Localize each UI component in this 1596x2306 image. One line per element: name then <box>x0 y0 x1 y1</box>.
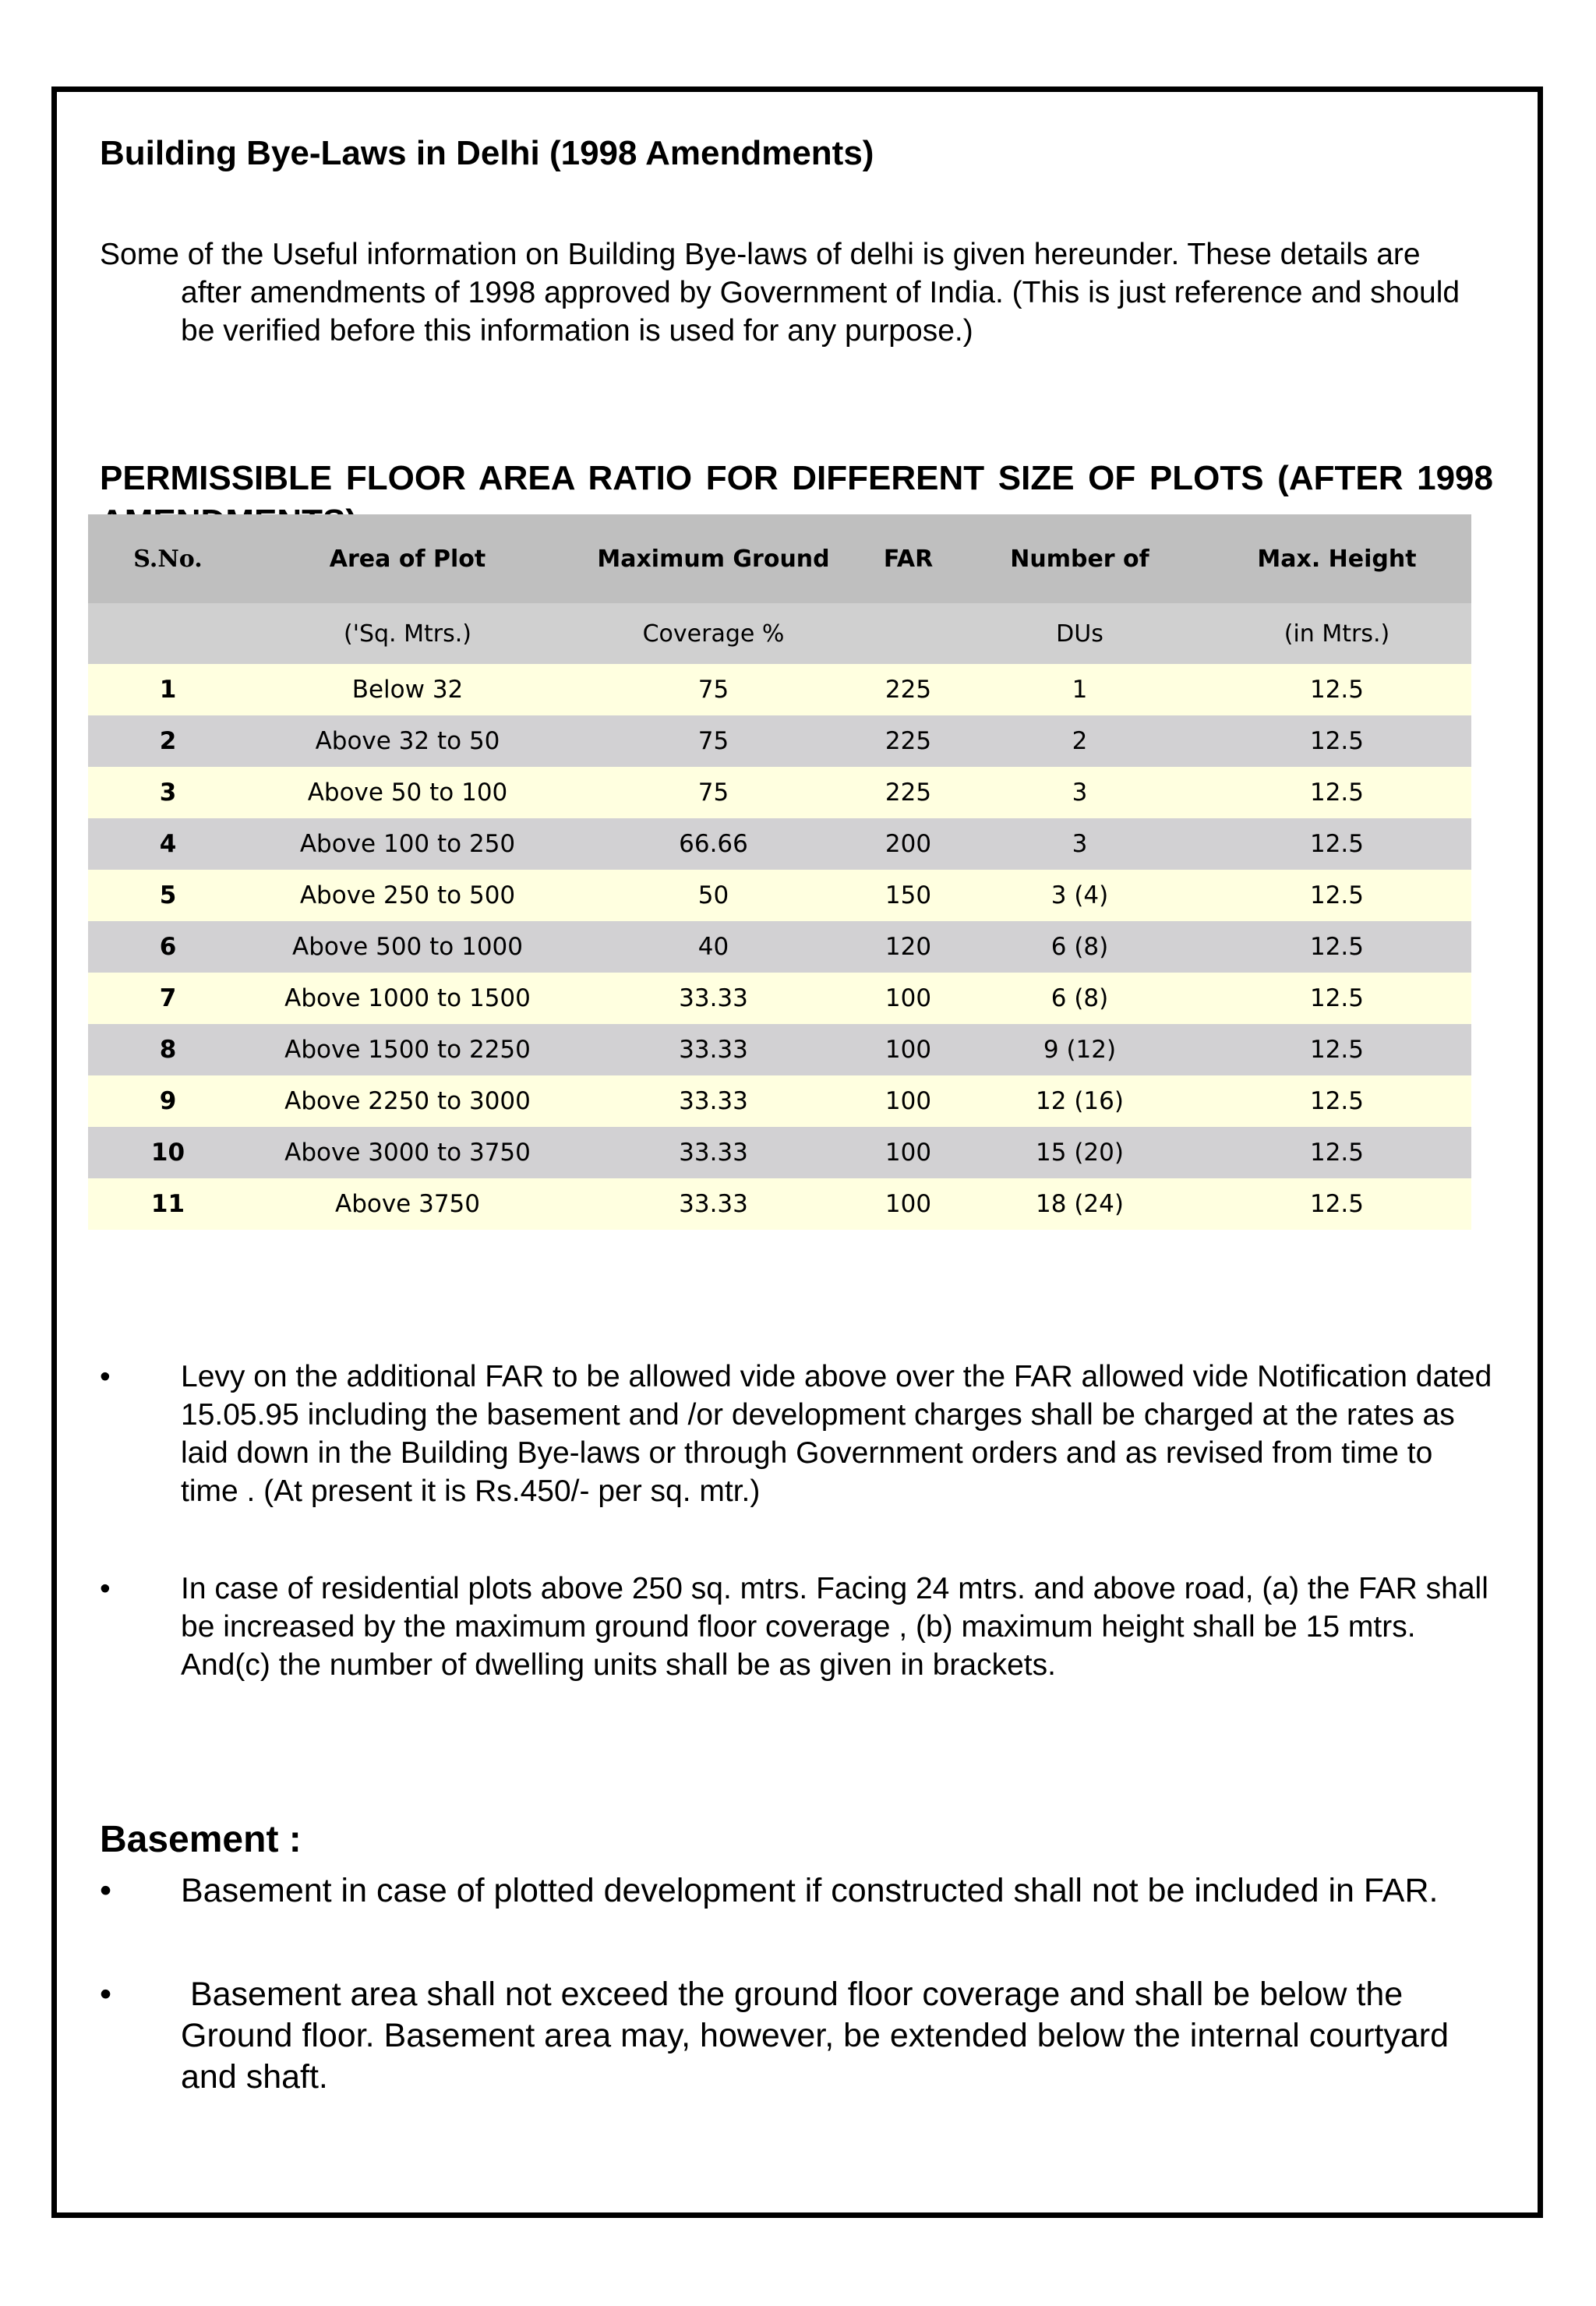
cell-area: Above 2250 to 3000 <box>248 1075 567 1127</box>
column-subheader-sno <box>88 603 248 664</box>
table-subheader-row <box>88 603 1471 664</box>
column-subheader-area: ('Sq. Mtrs.) <box>248 603 567 664</box>
cell-dus: 3 (4) <box>957 870 1202 921</box>
column-subheader-far <box>860 603 957 664</box>
table-row <box>88 767 1471 818</box>
cell-coverage: 50 <box>567 870 860 921</box>
cell-far: 120 <box>860 921 957 973</box>
cell-sno: 11 <box>88 1178 248 1230</box>
cell-coverage: 75 <box>567 767 860 818</box>
cell-dus: 3 <box>957 818 1202 870</box>
cell-coverage: 33.33 <box>567 1127 860 1178</box>
cell-sno: 3 <box>88 767 248 818</box>
cell-height: 12.5 <box>1202 1075 1471 1127</box>
cell-height: 12.5 <box>1202 664 1471 715</box>
cell-dus: 2 <box>957 715 1202 767</box>
cell-area: Above 1500 to 2250 <box>248 1024 567 1075</box>
basement-note-text: Basement area shall not exceed the ground floor coverage and shall be below the Ground floor. Basement area may, however, be extended below the internal courtyard and shaft. <box>181 1976 1458 2096</box>
table-row <box>88 1075 1471 1127</box>
column-subheader-dus: DUs <box>957 603 1202 664</box>
bullet-icon: • <box>100 1572 111 1605</box>
cell-dus: 9 (12) <box>957 1024 1202 1075</box>
cell-far: 150 <box>860 870 957 921</box>
column-header-far: FAR <box>860 514 957 603</box>
cell-height: 12.5 <box>1202 1024 1471 1075</box>
cell-area: Above 3750 <box>248 1178 567 1230</box>
cell-dus: 12 (16) <box>957 1075 1202 1127</box>
cell-area: Above 1000 to 1500 <box>248 973 567 1024</box>
cell-area: Above 500 to 1000 <box>248 921 567 973</box>
cell-coverage: 40 <box>567 921 860 973</box>
far-section-heading: PERMISSIBLE FLOOR AREA RATIO FOR DIFFERENT SIZE OF PLOTS (AFTER 1998 <box>100 459 1493 497</box>
column-header-sno: S.No. <box>88 514 248 603</box>
cell-far: 200 <box>860 818 957 870</box>
cell-height: 12.5 <box>1202 818 1471 870</box>
list-item <box>100 1870 1493 1912</box>
basement-notes-list <box>100 1870 1493 2160</box>
document-title: Building Bye-Laws in Delhi (1998 Amendments) <box>100 134 874 172</box>
column-header-dus: Number of <box>957 514 1202 603</box>
cell-far: 225 <box>860 767 957 818</box>
cell-coverage: 75 <box>567 715 860 767</box>
cell-sno: 4 <box>88 818 248 870</box>
cell-height: 12.5 <box>1202 767 1471 818</box>
far-note-text: In case of residential plots above 250 sq. mtrs. Facing 24 mtrs. and above road, (a) the FAR shall be increased by the maximum ground floor coverage , (b) maximum height shall be 15 mtrs. And(c) the number of dwelling units shall be as given in brackets. <box>181 1572 1488 1682</box>
far-note-text: Levy on the additional FAR to be allowed vide above over the FAR allowed vide Notification dated 15.05.95 including the basement and /or development charges shall be charged at the rates as laid down in the Building Bye-laws or through Government orders and as revised from time to time . (At present it is Rs.450/- per sq. mtr.) <box>181 1360 1492 1508</box>
basement-note-text: Basement in case of plotted development if constructed shall not be included in FAR. <box>181 1872 1439 1909</box>
cell-far: 100 <box>860 973 957 1024</box>
cell-far: 225 <box>860 715 957 767</box>
list-item <box>100 1358 1493 1510</box>
cell-far: 100 <box>860 1075 957 1127</box>
intro-paragraph: Some of the Useful information on Building Bye-laws of delhi is given hereunder. These details are after amendments of 1998 approved by Government of India. (This is just reference and should be verified before this information is used for any purpose.) <box>100 238 1460 348</box>
table-row <box>88 921 1471 973</box>
cell-height: 12.5 <box>1202 715 1471 767</box>
cell-sno: 5 <box>88 870 248 921</box>
cell-coverage: 33.33 <box>567 1178 860 1230</box>
cell-dus: 1 <box>957 664 1202 715</box>
list-item <box>100 1974 1493 2098</box>
cell-far: 225 <box>860 664 957 715</box>
bullet-icon: • <box>100 1872 112 1909</box>
table-row <box>88 818 1471 870</box>
table-row <box>88 1024 1471 1075</box>
cell-sno: 1 <box>88 664 248 715</box>
cell-coverage: 33.33 <box>567 1024 860 1075</box>
cell-height: 12.5 <box>1202 921 1471 973</box>
cell-dus: 3 <box>957 767 1202 818</box>
basement-heading: Basement : <box>100 1819 302 1860</box>
bullet-icon: • <box>100 1360 111 1393</box>
cell-height: 12.5 <box>1202 1178 1471 1230</box>
cell-sno: 9 <box>88 1075 248 1127</box>
table-row <box>88 1127 1471 1178</box>
table-header-row <box>88 514 1471 603</box>
cell-coverage: 33.33 <box>567 1075 860 1127</box>
table-row <box>88 664 1471 715</box>
table-row <box>88 973 1471 1024</box>
far-table-body <box>88 664 1471 1230</box>
cell-area: Above 250 to 500 <box>248 870 567 921</box>
cell-far: 100 <box>860 1178 957 1230</box>
cell-far: 100 <box>860 1127 957 1178</box>
cell-area: Above 32 to 50 <box>248 715 567 767</box>
cell-height: 12.5 <box>1202 870 1471 921</box>
bullet-icon: • <box>100 1976 112 2013</box>
cell-dus: 6 (8) <box>957 973 1202 1024</box>
far-notes-list <box>100 1358 1493 1743</box>
column-header-area: Area of Plot <box>248 514 567 603</box>
cell-dus: 18 (24) <box>957 1178 1202 1230</box>
column-header-height: Max. Height <box>1202 514 1471 603</box>
cell-far: 100 <box>860 1024 957 1075</box>
cell-sno: 2 <box>88 715 248 767</box>
cell-dus: 15 (20) <box>957 1127 1202 1178</box>
cell-height: 12.5 <box>1202 1127 1471 1178</box>
column-subheader-height: (in Mtrs.) <box>1202 603 1471 664</box>
cell-sno: 6 <box>88 921 248 973</box>
cell-height: 12.5 <box>1202 973 1471 1024</box>
far-table <box>88 514 1471 1230</box>
cell-sno: 8 <box>88 1024 248 1075</box>
cell-coverage: 66.66 <box>567 818 860 870</box>
cell-coverage: 33.33 <box>567 973 860 1024</box>
cell-sno: 10 <box>88 1127 248 1178</box>
column-header-coverage: Maximum Ground <box>567 514 860 603</box>
cell-area: Above 50 to 100 <box>248 767 567 818</box>
column-subheader-coverage: Coverage % <box>567 603 860 664</box>
cell-dus: 6 (8) <box>957 921 1202 973</box>
cell-area: Above 100 to 250 <box>248 818 567 870</box>
list-item <box>100 1570 1493 1684</box>
cell-coverage: 75 <box>567 664 860 715</box>
table-row <box>88 715 1471 767</box>
far-table-container <box>88 514 1471 1230</box>
cell-sno: 7 <box>88 973 248 1024</box>
table-row <box>88 1178 1471 1230</box>
cell-area: Above 3000 to 3750 <box>248 1127 567 1178</box>
cell-area: Below 32 <box>248 664 567 715</box>
table-row <box>88 870 1471 921</box>
